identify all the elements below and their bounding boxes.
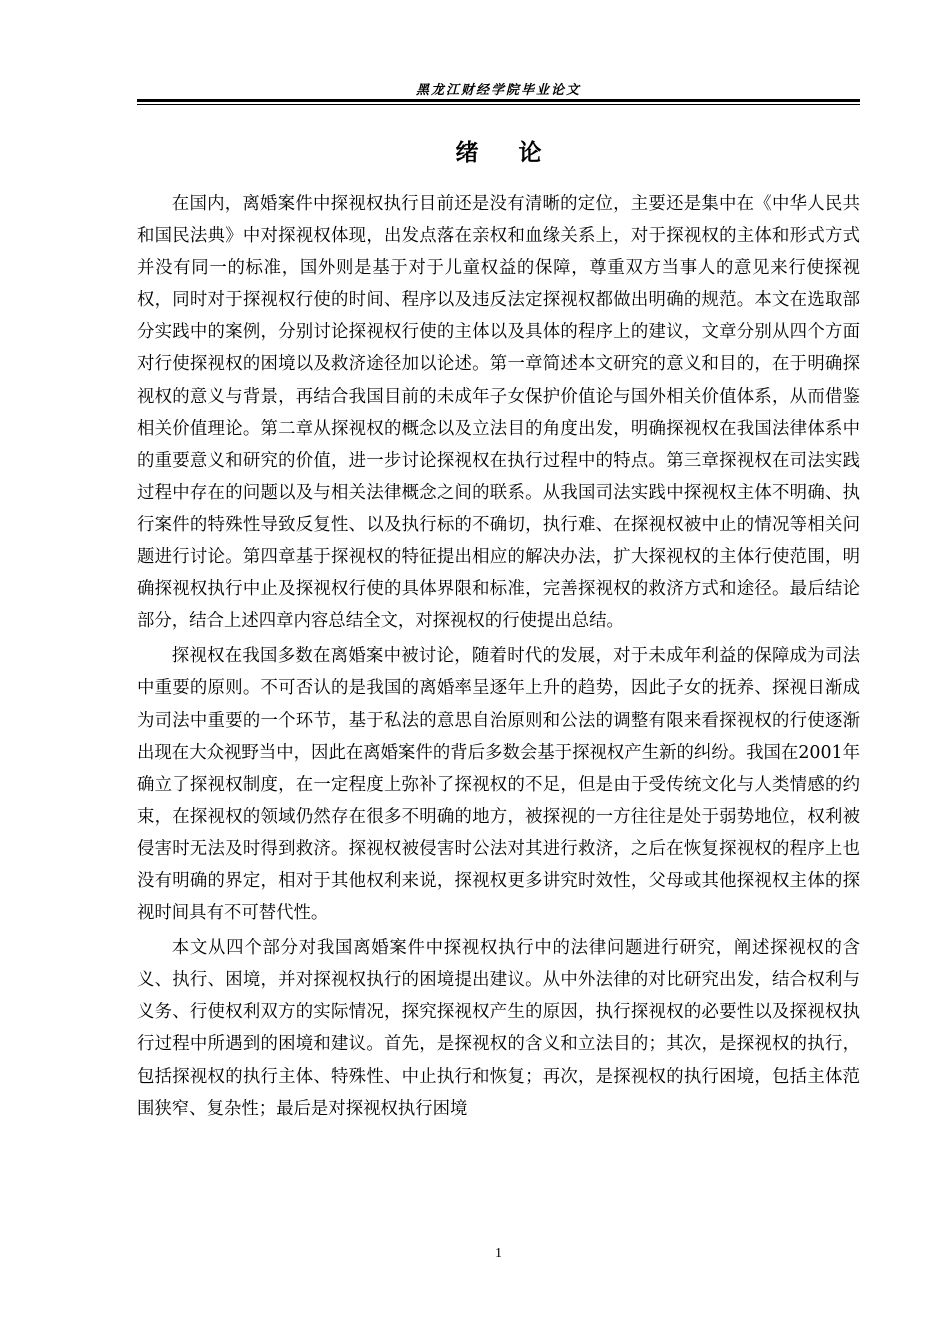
page-number: 1 — [495, 1246, 502, 1261]
body-text — [137, 188, 860, 1128]
section-title: 绪论 — [455, 140, 582, 166]
paragraph-3: 本文从四个部分对我国离婚案件中探视权执行中的法律问题进行研究，阐述探视权的含义、执行、困境，并对探视权执行的困境提出建议。从中外法律的对比研究出发，结合权利与义务、行使权利双方的实际情况，探究探视权产生的原因，执行探视权的必要性以及探视权执行过程中所遇到的困境和建议。首先，是探视权的含义和立法目的；其次，是探视权的执行，包括探视权的执行主体、特殊性、中止执行和恢复；再次，是探视权的执行困境，包括主体范围狭窄、复杂性；最后是对探视权执行困境 — [137, 938, 860, 1119]
page-header — [137, 76, 860, 106]
header-rule-thin — [137, 104, 860, 105]
paragraph-1: 在国内，离婚案件中探视权执行目前还是没有清晰的定位，主要还是集中在《中华人民共和国民法典》中对探视权体现，出发点落在亲权和血缘关系上，对于探视权的主体和形式方式并没有同一的标准，国外则是基于对于儿童权益的保障，尊重双方当事人的意见来行使探视权，同时对于探视权行使的时间、程序以及违反法定探视权都做出明确的规范。本文在选取部分实践中的案例，分别讨论探视权行使的主体以及具体的程序上的建议，文章分别从四个方面对行使探视权的困境以及救济途径加以论述。第一章简述本文研究的意义和目的，在于明确探视权的意义与背景，再结合我国目前的未成年子女保护价值论与国外相关价值体系，从而借鉴相关价值理论。第二章从探视权的概念以及立法目的角度出发，明确探视权在我国法律体系中的重要意义和研究的价值，进一步讨论探视权在执行过程中的特点。第三章探视权在司法实践过程中存在的问题以及与相关法律概念之间的联系。从我国司法实践中探视权主体不明确、执行案件的特殊性导致反复性、以及执行标的不确切，执行难、在探视权被中止的情况等相关问题进行讨论。第四章基于探视权的特征提出相应的解决办法，扩大探视权的主体行使范围，明确探视权执行中止及探视权行使的具体界限和标准，完善探视权的救济方式和途径。最后结论部分，结合上述四章内容总结全文，对探视权的行使提出总结。 — [137, 194, 860, 632]
running-title: 黑龙江财经学院毕业论文 — [415, 83, 581, 98]
paragraph-2: 探视权在我国多数在离婚案中被讨论，随着时代的发展，对于未成年利益的保障成为司法中重要的原则。不可否认的是我国的离婚率呈逐年上升的趋势，因此子女的抚养、探视日渐成为司法中重要的一个环节，基于私法的意思自治原则和公法的调整有限来看探视权的行使逐渐出现在大众视野当中，因此在离婚案件的背后多数会基于探视权产生新的纠纷。我国在2001年确立了探视权制度，在一定程度上弥补了探视权的不足，但是由于受传统文化与人类情感的约束，在探视权的领域仍然存在很多不明确的地方，被探视的一方往往是处于弱势地位，权利被侵害时无法及时得到救济。探视权被侵害时公法对其进行救济，之后在恢复探视权的程序上也没有明确的界定，相对于其他权利来说，探视权更多讲究时效性，父母或其他探视权主体的探视时间具有不可替代性。 — [137, 646, 860, 924]
header-rule-thick — [137, 99, 860, 102]
